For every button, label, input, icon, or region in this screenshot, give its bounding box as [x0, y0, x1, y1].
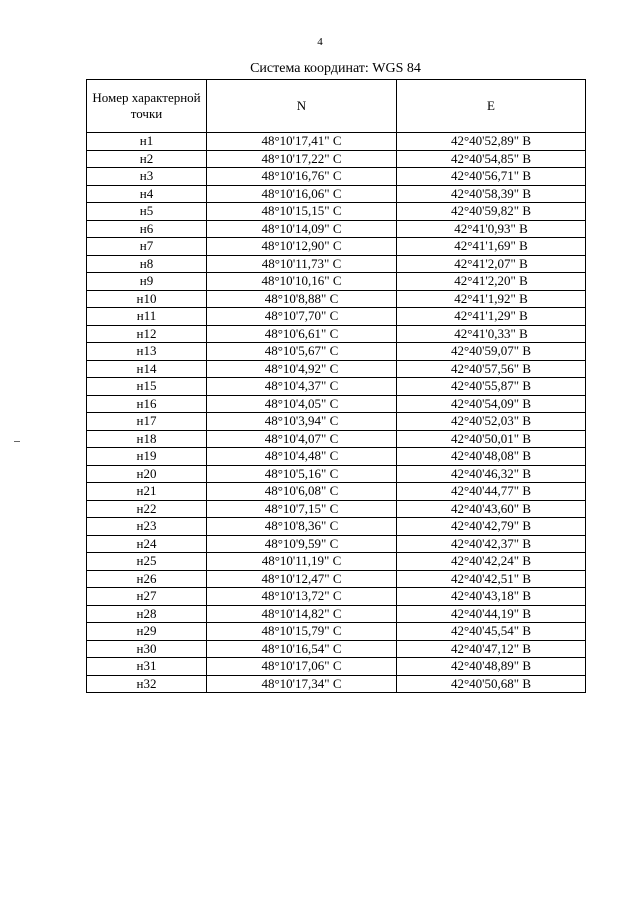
longitude-e-cell: 42°40'42,51" В — [397, 570, 586, 588]
latitude-n-cell: 48°10'4,37" С — [207, 378, 397, 396]
point-id-cell: н32 — [87, 675, 207, 693]
longitude-e-cell: 42°40'48,08" В — [397, 448, 586, 466]
point-id-cell: н23 — [87, 518, 207, 536]
header-point-number: Номер характерной точки — [87, 80, 207, 133]
point-id-cell: н28 — [87, 605, 207, 623]
point-id-cell: н5 — [87, 203, 207, 221]
longitude-e-cell: 42°40'47,12" В — [397, 640, 586, 658]
longitude-e-cell: 42°40'57,56" В — [397, 360, 586, 378]
latitude-n-cell: 48°10'13,72" С — [207, 588, 397, 606]
latitude-n-cell: 48°10'17,06" С — [207, 658, 397, 676]
point-id-cell: н16 — [87, 395, 207, 413]
table-row — [87, 658, 586, 676]
latitude-n-cell: 48°10'10,16" С — [207, 273, 397, 291]
coordinate-system-title: Система координат: WGS 84 — [250, 61, 421, 76]
longitude-e-cell: 42°41'2,20" В — [397, 273, 586, 291]
longitude-e-cell: 42°40'42,24" В — [397, 553, 586, 571]
longitude-e-cell: 42°41'1,29" В — [397, 308, 586, 326]
point-id-cell: н17 — [87, 413, 207, 431]
table-row — [87, 588, 586, 606]
longitude-e-cell: 42°40'42,37" В — [397, 535, 586, 553]
table-row — [87, 378, 586, 396]
table-row — [87, 675, 586, 693]
table-row — [87, 238, 586, 256]
table-row — [87, 185, 586, 203]
latitude-n-cell: 48°10'17,41" С — [207, 133, 397, 151]
table-row — [87, 203, 586, 221]
latitude-n-cell: 48°10'4,07" С — [207, 430, 397, 448]
header-e: E — [397, 80, 586, 133]
point-id-cell: н14 — [87, 360, 207, 378]
latitude-n-cell: 48°10'5,16" С — [207, 465, 397, 483]
table-row — [87, 220, 586, 238]
latitude-n-cell: 48°10'11,73" С — [207, 255, 397, 273]
point-id-cell: н20 — [87, 465, 207, 483]
longitude-e-cell: 42°40'59,07" В — [397, 343, 586, 361]
longitude-e-cell: 42°40'42,79" В — [397, 518, 586, 536]
longitude-e-cell: 42°40'44,77" В — [397, 483, 586, 501]
table-row — [87, 255, 586, 273]
point-id-cell: н4 — [87, 185, 207, 203]
table-body — [87, 133, 586, 693]
latitude-n-cell: 48°10'5,67" С — [207, 343, 397, 361]
longitude-e-cell: 42°41'0,33" В — [397, 325, 586, 343]
latitude-n-cell: 48°10'16,54" С — [207, 640, 397, 658]
longitude-e-cell: 42°40'50,68" В — [397, 675, 586, 693]
table-row — [87, 518, 586, 536]
latitude-n-cell: 48°10'14,09" С — [207, 220, 397, 238]
table-row — [87, 535, 586, 553]
longitude-e-cell: 42°40'50,01" В — [397, 430, 586, 448]
margin-mark — [14, 441, 20, 442]
latitude-n-cell: 48°10'17,34" С — [207, 675, 397, 693]
latitude-n-cell: 48°10'17,22" С — [207, 150, 397, 168]
longitude-e-cell: 42°40'43,18" В — [397, 588, 586, 606]
latitude-n-cell: 48°10'4,48" С — [207, 448, 397, 466]
longitude-e-cell: 42°40'56,71" В — [397, 168, 586, 186]
point-id-cell: н13 — [87, 343, 207, 361]
table-row — [87, 325, 586, 343]
latitude-n-cell: 48°10'16,06" С — [207, 185, 397, 203]
point-id-cell: н10 — [87, 290, 207, 308]
longitude-e-cell: 42°40'54,09" В — [397, 395, 586, 413]
point-id-cell: н26 — [87, 570, 207, 588]
table-header-row — [87, 80, 586, 133]
table-row — [87, 483, 586, 501]
coordinates-table — [86, 79, 586, 693]
longitude-e-cell: 42°40'44,19" В — [397, 605, 586, 623]
longitude-e-cell: 42°40'58,39" В — [397, 185, 586, 203]
header-n: N — [207, 80, 397, 133]
table-row — [87, 290, 586, 308]
table-row — [87, 430, 586, 448]
point-id-cell: н21 — [87, 483, 207, 501]
longitude-e-cell: 42°40'48,89" В — [397, 658, 586, 676]
longitude-e-cell: 42°40'46,32" В — [397, 465, 586, 483]
point-id-cell: н8 — [87, 255, 207, 273]
latitude-n-cell: 48°10'4,92" С — [207, 360, 397, 378]
table-row — [87, 640, 586, 658]
table-row — [87, 150, 586, 168]
longitude-e-cell: 42°41'2,07" В — [397, 255, 586, 273]
longitude-e-cell: 42°40'45,54" В — [397, 623, 586, 641]
longitude-e-cell: 42°40'59,82" В — [397, 203, 586, 221]
longitude-e-cell: 42°40'54,85" В — [397, 150, 586, 168]
point-id-cell: н27 — [87, 588, 207, 606]
latitude-n-cell: 48°10'6,08" С — [207, 483, 397, 501]
table-row — [87, 553, 586, 571]
latitude-n-cell: 48°10'6,61" С — [207, 325, 397, 343]
point-id-cell: н12 — [87, 325, 207, 343]
point-id-cell: н11 — [87, 308, 207, 326]
table-row — [87, 133, 586, 151]
table-row — [87, 605, 586, 623]
table-row — [87, 465, 586, 483]
point-id-cell: н18 — [87, 430, 207, 448]
latitude-n-cell: 48°10'12,90" С — [207, 238, 397, 256]
point-id-cell: н25 — [87, 553, 207, 571]
latitude-n-cell: 48°10'7,15" С — [207, 500, 397, 518]
latitude-n-cell: 48°10'4,05" С — [207, 395, 397, 413]
longitude-e-cell: 42°41'1,69" В — [397, 238, 586, 256]
latitude-n-cell: 48°10'7,70" С — [207, 308, 397, 326]
point-id-cell: н1 — [87, 133, 207, 151]
latitude-n-cell: 48°10'14,82" С — [207, 605, 397, 623]
longitude-e-cell: 42°40'55,87" В — [397, 378, 586, 396]
point-id-cell: н30 — [87, 640, 207, 658]
point-id-cell: н6 — [87, 220, 207, 238]
longitude-e-cell: 42°40'52,89" В — [397, 133, 586, 151]
longitude-e-cell: 42°40'52,03" В — [397, 413, 586, 431]
latitude-n-cell: 48°10'8,36" С — [207, 518, 397, 536]
table-row — [87, 308, 586, 326]
latitude-n-cell: 48°10'3,94" С — [207, 413, 397, 431]
point-id-cell: н29 — [87, 623, 207, 641]
latitude-n-cell: 48°10'15,79" С — [207, 623, 397, 641]
latitude-n-cell: 48°10'11,19" С — [207, 553, 397, 571]
longitude-e-cell: 42°41'0,93" В — [397, 220, 586, 238]
table-row — [87, 343, 586, 361]
longitude-e-cell: 42°41'1,92" В — [397, 290, 586, 308]
point-id-cell: н31 — [87, 658, 207, 676]
point-id-cell: н22 — [87, 500, 207, 518]
table-row — [87, 500, 586, 518]
latitude-n-cell: 48°10'8,88" С — [207, 290, 397, 308]
point-id-cell: н24 — [87, 535, 207, 553]
point-id-cell: н2 — [87, 150, 207, 168]
latitude-n-cell: 48°10'9,59" С — [207, 535, 397, 553]
page-number: 4 — [317, 36, 323, 48]
point-id-cell: н3 — [87, 168, 207, 186]
latitude-n-cell: 48°10'12,47" С — [207, 570, 397, 588]
table-row — [87, 395, 586, 413]
point-id-cell: н7 — [87, 238, 207, 256]
table-row — [87, 168, 586, 186]
table-row — [87, 413, 586, 431]
table-row — [87, 273, 586, 291]
latitude-n-cell: 48°10'15,15" С — [207, 203, 397, 221]
point-id-cell: н19 — [87, 448, 207, 466]
latitude-n-cell: 48°10'16,76" С — [207, 168, 397, 186]
table-row — [87, 360, 586, 378]
table-row — [87, 623, 586, 641]
point-id-cell: н15 — [87, 378, 207, 396]
longitude-e-cell: 42°40'43,60" В — [397, 500, 586, 518]
table-row — [87, 448, 586, 466]
table-row — [87, 570, 586, 588]
point-id-cell: н9 — [87, 273, 207, 291]
